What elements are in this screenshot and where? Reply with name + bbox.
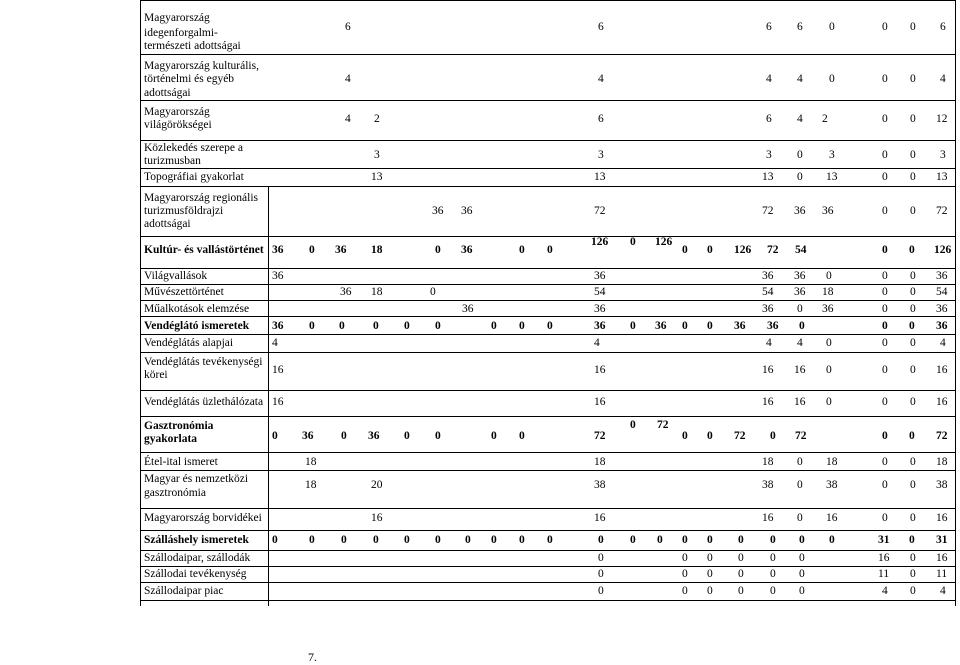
hours-cell: 0	[910, 552, 916, 564]
hours-cell: 0	[826, 270, 832, 282]
hours-cell: 0	[682, 585, 688, 597]
row-label: Vendéglátás alapjai	[144, 337, 234, 349]
hours-cell: 13	[371, 171, 383, 183]
hours-cell: 18	[305, 456, 317, 468]
hours-cell: 2	[822, 113, 828, 125]
hours-cell: 0	[435, 534, 441, 546]
hours-cell: 0	[910, 73, 916, 85]
hours-cell: 16	[826, 512, 838, 524]
hours-cell: 16	[371, 512, 383, 524]
hours-cell: 0	[797, 456, 803, 468]
row-rule	[140, 0, 956, 1]
row-rule	[140, 550, 956, 551]
hours-cell: 16	[936, 552, 948, 564]
hours-cell: 0	[547, 244, 553, 256]
row-rule	[140, 284, 956, 285]
hours-cell: 0	[770, 534, 776, 546]
row-label: Közlekedés szerepe a	[144, 142, 243, 154]
row-rule	[140, 600, 956, 601]
hours-cell: 4	[594, 337, 600, 349]
hours-cell: 36	[822, 205, 834, 217]
hours-cell: 0	[309, 320, 315, 332]
hours-cell: 0	[682, 320, 688, 332]
hours-cell: 0	[707, 534, 713, 546]
row-label: Gasztronómia	[144, 420, 214, 432]
hours-cell: 0	[882, 512, 888, 524]
row-rule	[140, 416, 956, 417]
hours-cell: 0	[909, 430, 915, 442]
hours-cell: 0	[799, 534, 805, 546]
hours-cell: 0	[657, 534, 663, 546]
hours-cell: 0	[882, 113, 888, 125]
hours-cell: 0	[829, 21, 835, 33]
hours-cell: 3	[940, 149, 946, 161]
row-rule	[140, 582, 956, 583]
hours-cell: 36	[340, 286, 352, 298]
hours-cell: 0	[341, 430, 347, 442]
hours-cell: 0	[491, 430, 497, 442]
hours-cell: 0	[799, 568, 805, 580]
hours-cell: 0	[519, 430, 525, 442]
hours-cell: 0	[272, 430, 278, 442]
hours-cell: 0	[910, 303, 916, 315]
hours-cell: 0	[882, 21, 888, 33]
row-label: világörökségei	[144, 119, 212, 131]
hours-cell: 4	[797, 113, 803, 125]
hours-cell: 0	[910, 171, 916, 183]
hours-cell: 0	[435, 320, 441, 332]
row-label: adottságai	[144, 87, 191, 99]
hours-cell: 36	[794, 205, 806, 217]
hours-cell: 0	[598, 534, 604, 546]
row-label: Étel-ital ismeret	[144, 456, 218, 468]
hours-cell: 4	[940, 585, 946, 597]
hours-cell: 0	[404, 534, 410, 546]
hours-cell: 36	[272, 244, 284, 256]
hours-cell: 20	[371, 479, 383, 491]
hours-cell: 36	[335, 244, 347, 256]
hours-cell: 0	[770, 585, 776, 597]
hours-cell: 0	[826, 337, 832, 349]
hours-cell: 18	[371, 244, 383, 256]
hours-cell: 18	[822, 286, 834, 298]
hours-cell: 4	[940, 73, 946, 85]
hours-cell: 18	[594, 456, 606, 468]
hours-cell: 16	[762, 512, 774, 524]
hours-cell: 4	[797, 337, 803, 349]
row-label: Magyarország regionális	[144, 192, 259, 204]
hours-cell: 0	[682, 244, 688, 256]
hours-cell: 36	[762, 303, 774, 315]
row-label: Szállodaipar, szállodák	[144, 552, 251, 564]
hours-cell: 36	[462, 303, 474, 315]
hours-cell: 54	[795, 244, 807, 256]
hours-cell: 36	[762, 270, 774, 282]
row-label: történelmi és egyéb	[144, 73, 235, 85]
hours-cell: 36	[794, 286, 806, 298]
row-label: gyakorlata	[144, 433, 198, 445]
hours-cell: 0	[272, 534, 278, 546]
table-rule-label	[268, 186, 269, 606]
hours-cell: 0	[910, 149, 916, 161]
hours-cell: 36	[767, 320, 779, 332]
hours-cell: 0	[491, 534, 497, 546]
row-rule	[140, 100, 956, 101]
row-label: Topográfiai gyakorlat	[144, 171, 244, 183]
hours-cell: 4	[345, 113, 351, 125]
hours-cell: 6	[940, 21, 946, 33]
hours-cell: 0	[630, 419, 636, 431]
hours-cell: 0	[339, 320, 345, 332]
hours-cell: 31	[936, 534, 948, 546]
hours-cell: 36	[461, 205, 473, 217]
row-label: Művészettörténet	[144, 286, 224, 298]
page-number: 7.	[308, 650, 317, 664]
hours-cell: 0	[547, 320, 553, 332]
hours-cell: 126	[734, 244, 752, 256]
hours-cell: 0	[309, 534, 315, 546]
hours-cell: 0	[826, 364, 832, 376]
hours-cell: 0	[882, 320, 888, 332]
hours-cell: 0	[373, 534, 379, 546]
hours-cell: 36	[936, 320, 948, 332]
hours-cell: 0	[682, 430, 688, 442]
hours-cell: 0	[882, 479, 888, 491]
hours-cell: 72	[657, 419, 669, 431]
hours-cell: 0	[882, 456, 888, 468]
hours-cell: 4	[345, 73, 351, 85]
row-label: Szállodaipar piac	[144, 585, 224, 597]
hours-cell: 0	[630, 534, 636, 546]
row-rule	[140, 186, 956, 187]
hours-cell: 16	[272, 396, 284, 408]
hours-cell: 0	[910, 512, 916, 524]
hours-cell: 0	[707, 552, 713, 564]
hours-cell: 4	[882, 585, 888, 597]
row-rule	[140, 452, 956, 453]
hours-cell: 0	[682, 552, 688, 564]
row-label: Vendéglátás üzlethálózata	[144, 396, 264, 408]
hours-cell: 0	[826, 396, 832, 408]
hours-cell: 38	[594, 479, 606, 491]
hours-cell: 36	[734, 320, 746, 332]
hours-cell: 36	[594, 320, 606, 332]
row-label: Magyarország kulturális,	[144, 60, 259, 72]
hours-cell: 13	[594, 171, 606, 183]
hours-cell: 12	[936, 113, 948, 125]
hours-cell: 0	[910, 113, 916, 125]
hours-cell: 0	[707, 244, 713, 256]
hours-cell: 0	[799, 320, 805, 332]
row-label: Világvallások	[144, 270, 208, 282]
hours-cell: 0	[882, 149, 888, 161]
hours-cell: 126	[655, 236, 673, 248]
hours-cell: 72	[594, 205, 606, 217]
hours-cell: 11	[878, 568, 890, 580]
hours-cell: 16	[762, 364, 774, 376]
hours-cell: 0	[404, 320, 410, 332]
hours-cell: 4	[272, 337, 278, 349]
hours-cell: 38	[762, 479, 774, 491]
hours-cell: 36	[272, 320, 284, 332]
hours-cell: 0	[829, 73, 835, 85]
row-rule	[140, 168, 956, 169]
hours-cell: 0	[682, 568, 688, 580]
hours-cell: 6	[598, 21, 604, 33]
hours-cell: 0	[882, 244, 888, 256]
hours-cell: 11	[936, 568, 948, 580]
hours-cell: 0	[882, 430, 888, 442]
hours-cell: 0	[797, 149, 803, 161]
hours-cell: 36	[368, 430, 380, 442]
hours-cell: 72	[936, 430, 948, 442]
hours-cell: 0	[519, 320, 525, 332]
hours-cell: 0	[770, 568, 776, 580]
hours-cell: 0	[491, 320, 497, 332]
hours-cell: 54	[936, 286, 948, 298]
hours-cell: 36	[302, 430, 314, 442]
hours-cell: 18	[762, 456, 774, 468]
hours-cell: 18	[305, 479, 317, 491]
hours-cell: 0	[909, 534, 915, 546]
hours-cell: 16	[272, 364, 284, 376]
row-label: turizmusban	[144, 155, 201, 167]
hours-cell: 0	[910, 21, 916, 33]
hours-cell: 36	[936, 303, 948, 315]
hours-cell: 2	[374, 113, 380, 125]
hours-cell: 4	[766, 337, 772, 349]
hours-cell: 0	[465, 534, 471, 546]
hours-cell: 16	[762, 396, 774, 408]
hours-cell: 0	[910, 286, 916, 298]
hours-cell: 0	[882, 303, 888, 315]
row-rule	[140, 300, 956, 301]
hours-cell: 72	[795, 430, 807, 442]
row-label: Szállodai tevékenység	[144, 568, 247, 580]
table-rule-left	[140, 0, 141, 606]
hours-cell: 0	[682, 534, 688, 546]
row-label: természeti adottságai	[144, 40, 241, 52]
hours-cell: 0	[797, 479, 803, 491]
hours-cell: 16	[936, 396, 948, 408]
hours-cell: 0	[707, 568, 713, 580]
hours-cell: 36	[936, 270, 948, 282]
hours-cell: 0	[598, 552, 604, 564]
hours-cell: 0	[910, 479, 916, 491]
hours-cell: 0	[738, 568, 744, 580]
hours-cell: 0	[430, 286, 436, 298]
hours-cell: 36	[432, 205, 444, 217]
row-label: Magyarország borvidékei	[144, 512, 262, 524]
hours-cell: 0	[882, 337, 888, 349]
hours-cell: 0	[738, 534, 744, 546]
hours-cell: 0	[829, 534, 835, 546]
hours-cell: 0	[738, 552, 744, 564]
hours-cell: 0	[707, 320, 713, 332]
hours-cell: 0	[910, 585, 916, 597]
hours-cell: 6	[797, 21, 803, 33]
row-rule	[140, 334, 956, 335]
row-rule	[140, 236, 956, 237]
hours-cell: 72	[594, 430, 606, 442]
hours-cell: 0	[435, 244, 441, 256]
hours-cell: 0	[797, 303, 803, 315]
hours-cell: 0	[910, 337, 916, 349]
hours-cell: 13	[826, 171, 838, 183]
hours-cell: 0	[373, 320, 379, 332]
hours-cell: 0	[770, 430, 776, 442]
hours-cell: 0	[910, 270, 916, 282]
hours-cell: 13	[936, 171, 948, 183]
hours-cell: 54	[762, 286, 774, 298]
hours-cell: 0	[707, 585, 713, 597]
hours-cell: 0	[882, 286, 888, 298]
hours-cell: 0	[882, 171, 888, 183]
row-rule	[140, 530, 956, 531]
hours-cell: 0	[882, 205, 888, 217]
row-rule	[140, 316, 956, 317]
hours-cell: 13	[762, 171, 774, 183]
hours-cell: 4	[940, 337, 946, 349]
hours-cell: 3	[829, 149, 835, 161]
hours-cell: 0	[519, 244, 525, 256]
hours-cell: 16	[594, 512, 606, 524]
hours-cell: 0	[630, 236, 636, 248]
row-label: Magyarország	[144, 106, 210, 118]
hours-cell: 16	[594, 396, 606, 408]
row-rule	[140, 508, 956, 509]
hours-cell: 0	[910, 205, 916, 217]
row-rule	[140, 54, 956, 55]
hours-cell: 3	[598, 149, 604, 161]
hours-cell: 36	[594, 303, 606, 315]
hours-cell: 16	[878, 552, 890, 564]
hours-cell: 0	[547, 534, 553, 546]
hours-cell: 0	[909, 244, 915, 256]
hours-cell: 36	[794, 270, 806, 282]
hours-cell: 31	[878, 534, 890, 546]
row-label: Műalkotások elemzése	[144, 303, 250, 315]
hours-cell: 0	[910, 396, 916, 408]
hours-cell: 72	[734, 430, 746, 442]
hours-cell: 18	[936, 456, 948, 468]
row-rule	[140, 268, 956, 269]
hours-cell: 36	[272, 270, 284, 282]
hours-cell: 4	[766, 73, 772, 85]
hours-cell: 36	[655, 320, 667, 332]
hours-cell: 16	[794, 396, 806, 408]
hours-cell: 0	[630, 320, 636, 332]
hours-cell: 0	[598, 585, 604, 597]
hours-cell: 6	[345, 21, 351, 33]
hours-cell: 72	[767, 244, 779, 256]
row-label: Vendéglátó ismeretek	[144, 320, 250, 332]
row-label: Magyar és nemzetközi	[144, 473, 249, 485]
hours-cell: 0	[435, 430, 441, 442]
hours-cell: 0	[882, 73, 888, 85]
hours-cell: 0	[738, 585, 744, 597]
hours-cell: 0	[882, 270, 888, 282]
hours-cell: 6	[766, 21, 772, 33]
table-rule-right	[955, 0, 956, 606]
hours-cell: 16	[936, 364, 948, 376]
hours-cell: 0	[770, 552, 776, 564]
hours-cell: 4	[598, 73, 604, 85]
hours-cell: 0	[404, 430, 410, 442]
hours-cell: 0	[910, 568, 916, 580]
hours-cell: 16	[936, 512, 948, 524]
row-rule	[140, 566, 956, 567]
row-label: idegenforgalmi-	[144, 27, 218, 39]
row-label: gasztronómia	[144, 487, 206, 499]
row-label: Szálláshely ismeretek	[144, 534, 249, 546]
hours-cell: 0	[910, 456, 916, 468]
hours-cell: 0	[882, 364, 888, 376]
hours-cell: 126	[591, 236, 609, 248]
row-label: turizmusföldrajzi	[144, 205, 224, 217]
hours-cell: 36	[822, 303, 834, 315]
row-rule	[140, 390, 956, 391]
hours-cell: 0	[797, 171, 803, 183]
row-label: Magyarország	[144, 12, 210, 24]
row-rule	[140, 140, 956, 141]
row-label: Vendéglátás tevékenységi	[144, 356, 263, 368]
hours-cell: 0	[799, 552, 805, 564]
hours-cell: 126	[934, 244, 952, 256]
hours-cell: 36	[461, 244, 473, 256]
hours-cell: 0	[797, 512, 803, 524]
hours-cell: 6	[766, 113, 772, 125]
row-rule	[140, 352, 956, 353]
hours-cell: 38	[826, 479, 838, 491]
hours-cell: 0	[910, 364, 916, 376]
hours-cell: 36	[594, 270, 606, 282]
hours-cell: 16	[594, 364, 606, 376]
hours-cell: 0	[909, 320, 915, 332]
hours-cell: 0	[598, 568, 604, 580]
hours-cell: 0	[882, 396, 888, 408]
hours-cell: 0	[341, 534, 347, 546]
hours-cell: 3	[766, 149, 772, 161]
hours-cell: 6	[598, 113, 604, 125]
hours-cell: 0	[519, 534, 525, 546]
hours-cell: 3	[374, 149, 380, 161]
hours-cell: 0	[799, 585, 805, 597]
row-label: Kultúr- és vallástörténet	[144, 244, 264, 256]
hours-cell: 38	[936, 479, 948, 491]
hours-cell: 18	[826, 456, 838, 468]
hours-cell: 4	[797, 73, 803, 85]
hours-cell: 54	[594, 286, 606, 298]
row-label: körei	[144, 369, 168, 381]
hours-cell: 18	[371, 286, 383, 298]
row-label: adottságai	[144, 218, 191, 230]
hours-cell: 0	[309, 244, 315, 256]
row-rule	[140, 470, 956, 471]
hours-cell: 0	[707, 430, 713, 442]
hours-cell: 16	[794, 364, 806, 376]
hours-cell: 72	[762, 205, 774, 217]
hours-cell: 72	[936, 205, 948, 217]
